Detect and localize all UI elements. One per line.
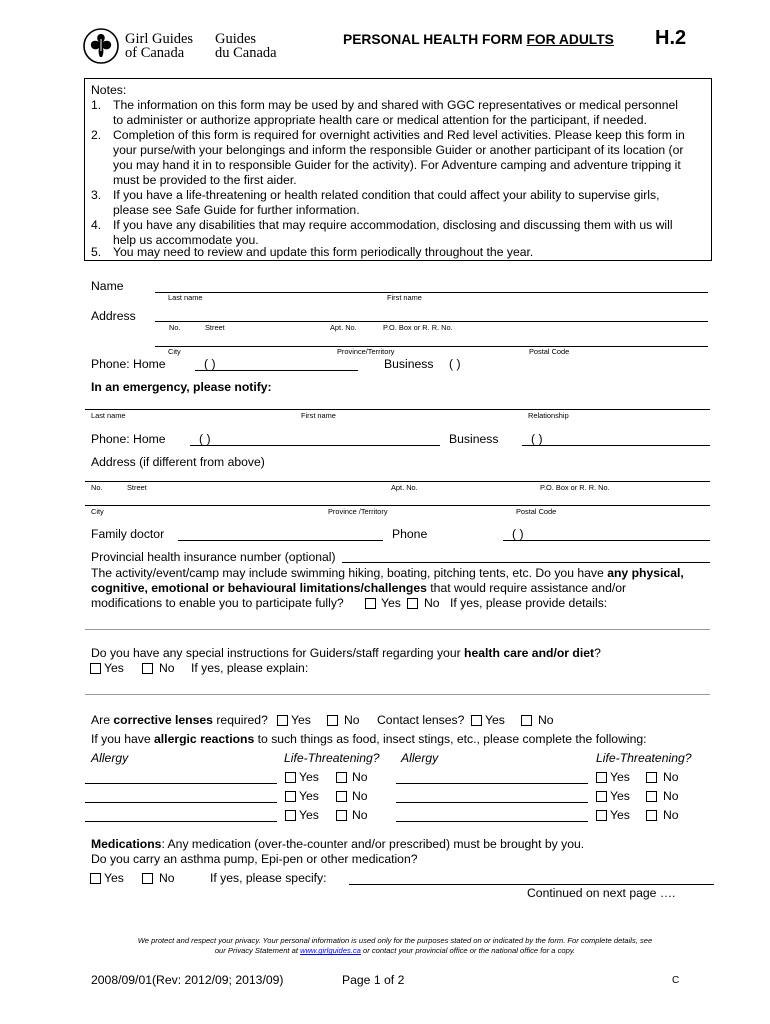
contact-no-label: No bbox=[538, 713, 554, 727]
po-box-caption: P.O. Box or R. R. No. bbox=[383, 323, 453, 332]
allergy-right-yes-checkbox-1[interactable] bbox=[596, 772, 607, 783]
special-q-b: health care and/or diet bbox=[464, 646, 595, 660]
lenses-no-label: No bbox=[344, 713, 360, 727]
allergy-right-field-1[interactable] bbox=[396, 783, 588, 784]
doctor-phone-paren: ( ) bbox=[512, 527, 524, 541]
footer-date: 2008/09/01(Rev: 2012/09; 2013/09) bbox=[91, 973, 284, 987]
em-city-field[interactable] bbox=[85, 505, 710, 506]
allergy-left-no-checkbox-2[interactable] bbox=[336, 791, 347, 802]
business-label: Business bbox=[384, 357, 434, 371]
page-title bbox=[343, 32, 614, 49]
medications-no-checkbox[interactable] bbox=[142, 873, 153, 884]
em-business-label: Business bbox=[449, 432, 499, 446]
lenses-are: Are bbox=[91, 713, 114, 727]
allergy-left-no-checkbox-1[interactable] bbox=[336, 772, 347, 783]
note-5-line-1: You may need to review and update this form periodically throughout the year. bbox=[113, 245, 534, 259]
emergency-name-field[interactable] bbox=[85, 409, 710, 410]
life-threatening-col-left: Life-Threatening? bbox=[284, 751, 380, 765]
continued-note: Continued on next page …. bbox=[527, 886, 676, 900]
notes-box bbox=[84, 78, 712, 261]
org-name-fr-1: Guides bbox=[215, 31, 257, 47]
allergy-left-field-3[interactable] bbox=[85, 821, 277, 822]
special-question bbox=[91, 646, 601, 661]
activity-line-2a: cognitive, emotional or behavioural limitations/challenges bbox=[91, 581, 427, 595]
doctor-phone-field[interactable] bbox=[503, 540, 710, 541]
privacy-line-2a: our Privacy Statement at bbox=[214, 946, 301, 956]
medications-question: Do you carry an asthma pump, Epi-pen or other medication? bbox=[91, 852, 418, 866]
street-caption: Street bbox=[205, 323, 225, 332]
medications-specify-label: If yes, please specify: bbox=[210, 871, 327, 885]
allergy-left-field-2[interactable] bbox=[85, 802, 277, 803]
allergy-right-yes-checkbox-3[interactable] bbox=[596, 810, 607, 821]
contact-no-checkbox[interactable] bbox=[521, 715, 532, 726]
medications-yes-label: Yes bbox=[104, 871, 124, 885]
medications-text bbox=[91, 837, 584, 852]
allergy-col-right: Allergy bbox=[401, 751, 439, 765]
privacy-link[interactable]: www.girlguides.ca bbox=[300, 946, 361, 956]
title-part1: PERSONAL HEALTH FORM bbox=[343, 32, 527, 47]
allergy-intro-c: to such things as food, insect stings, etc., please complete the following: bbox=[254, 732, 647, 746]
name-field[interactable] bbox=[155, 292, 708, 293]
last-name-caption: Last name bbox=[168, 293, 203, 302]
allergy-left-yes-checkbox-2[interactable] bbox=[285, 791, 296, 802]
em-phone-home-label: Phone: Home bbox=[91, 432, 166, 446]
allergy-right-field-2[interactable] bbox=[396, 802, 588, 803]
em-last-name-caption: Last name bbox=[91, 411, 126, 420]
em-postal-caption: Postal Code bbox=[516, 507, 557, 516]
allergy-left-yes-label-3: Yes bbox=[299, 808, 319, 822]
activity-line-2 bbox=[91, 581, 626, 596]
insurance-label: Provincial health insurance number (optional) bbox=[91, 550, 336, 564]
em-po-box-caption: P.O. Box or R. R. No. bbox=[540, 483, 610, 492]
lenses-required: required? bbox=[212, 713, 268, 727]
medications-specify-field[interactable] bbox=[349, 884, 714, 885]
first-name-caption: First name bbox=[387, 293, 422, 302]
allergy-right-no-label-3: No bbox=[663, 808, 679, 822]
emergency-heading: In an emergency, please notify: bbox=[91, 380, 272, 394]
note-2-line-3: you may hand it in to responsible Guider for the activity). For Adventure camping and adventure tripping it bbox=[113, 158, 681, 172]
address-field[interactable] bbox=[155, 321, 708, 322]
province-caption: Province/Territory bbox=[337, 347, 395, 356]
allergy-right-yes-label-3: Yes bbox=[610, 808, 630, 822]
note-5-num: 5. bbox=[91, 245, 102, 259]
special-explain-label: If yes, please explain: bbox=[191, 661, 309, 675]
allergy-right-yes-label-1: Yes bbox=[610, 770, 630, 784]
note-2-line-2: your purse/with your belongings and inform the responsible Guider or another participant of its location (or bbox=[113, 143, 684, 157]
note-1-line-1: The information on this form may be used by and shared with GGC representatives or medical personnel bbox=[113, 98, 678, 112]
em-first-name-caption: First name bbox=[301, 411, 336, 420]
family-doctor-label: Family doctor bbox=[91, 527, 165, 541]
activity-line-1a: The activity/event/camp may include swimming hiking, boating, pitching tents, etc. Do you have bbox=[91, 566, 608, 580]
special-explain-field[interactable] bbox=[85, 694, 710, 695]
allergy-left-no-label-1: No bbox=[352, 770, 368, 784]
apt-caption: Apt. No. bbox=[330, 323, 357, 332]
title-part2: FOR ADULTS bbox=[526, 32, 614, 47]
activity-details-field[interactable] bbox=[85, 629, 710, 630]
note-2-line-4: must be provided to the first aider. bbox=[113, 173, 297, 187]
medications-no-label: No bbox=[159, 871, 175, 885]
allergy-left-no-label-2: No bbox=[352, 789, 368, 803]
note-3-line-1: If you have a life-threatening or health related condition that could affect your ability to supervise girls, bbox=[113, 188, 660, 202]
allergy-intro bbox=[91, 732, 647, 747]
life-threatening-col-right: Life-Threatening? bbox=[596, 751, 692, 765]
activity-line-3: modifications to enable you to participate fully? bbox=[91, 596, 344, 610]
em-address-label: Address (if different from above) bbox=[91, 455, 265, 469]
special-yes-label: Yes bbox=[104, 661, 124, 675]
trefoil-icon bbox=[83, 27, 119, 65]
activity-line-1 bbox=[91, 566, 684, 581]
postal-caption: Postal Code bbox=[529, 347, 570, 356]
em-business-paren: ( ) bbox=[531, 432, 543, 446]
activity-line-2b: that would require assistance and/or bbox=[426, 581, 627, 595]
allergy-intro-b: allergic reactions bbox=[154, 732, 255, 746]
special-no-label: No bbox=[159, 661, 175, 675]
city-caption: City bbox=[168, 347, 181, 356]
privacy-statement bbox=[85, 936, 705, 957]
note-3-num: 3. bbox=[91, 188, 102, 202]
lenses-corrective: corrective lenses bbox=[113, 713, 213, 727]
note-4-line-2: help us accommodate you. bbox=[113, 233, 259, 247]
em-phone-home-paren: ( ) bbox=[199, 432, 211, 446]
activity-yes-label: Yes bbox=[381, 596, 401, 610]
lenses-yes-checkbox[interactable] bbox=[277, 715, 288, 726]
no-caption: No. bbox=[169, 323, 181, 332]
em-apt-caption: Apt. No. bbox=[391, 483, 418, 492]
note-2-line-1: Completion of this form is required for overnight activities and Red level activities. Please keep this form in bbox=[113, 128, 685, 142]
allergy-left-yes-checkbox-1[interactable] bbox=[285, 772, 296, 783]
note-1-num: 1. bbox=[91, 98, 102, 112]
allergy-right-no-label-2: No bbox=[663, 789, 679, 803]
contact-yes-label: Yes bbox=[485, 713, 505, 727]
doctor-phone-label: Phone bbox=[392, 527, 428, 541]
special-yes-checkbox[interactable] bbox=[90, 663, 101, 674]
activity-no-label: No bbox=[424, 596, 440, 610]
note-1-line-2: to administer or authorize appropriate health care or medical attention for the participant, if needed. bbox=[113, 113, 647, 127]
allergy-col-left: Allergy bbox=[91, 751, 129, 765]
allergy-intro-a: If you have bbox=[91, 732, 155, 746]
note-4-line-1: If you have any disabilities that may require accommodation, disclosing and discussing them with us will bbox=[113, 218, 673, 232]
note-2-num: 2. bbox=[91, 128, 102, 142]
contact-yes-checkbox[interactable] bbox=[471, 715, 482, 726]
city-field[interactable] bbox=[155, 346, 708, 347]
contact-lenses-label: Contact lenses? bbox=[377, 713, 465, 727]
phone-home-paren: ( ) bbox=[204, 357, 216, 371]
form-code: H.2 bbox=[655, 27, 687, 49]
allergy-left-no-label-3: No bbox=[352, 808, 368, 822]
notes-heading: Notes: bbox=[91, 83, 127, 97]
allergy-right-yes-checkbox-2[interactable] bbox=[596, 791, 607, 802]
lenses-no-checkbox[interactable] bbox=[327, 715, 338, 726]
em-no-caption: No. bbox=[91, 483, 103, 492]
em-street-caption: Street bbox=[127, 483, 147, 492]
allergy-left-yes-label-1: Yes bbox=[299, 770, 319, 784]
allergy-right-no-checkbox-3[interactable] bbox=[646, 810, 657, 821]
em-province-caption: Province /Territory bbox=[328, 507, 388, 516]
em-address-field[interactable] bbox=[85, 481, 710, 482]
special-q-c: ? bbox=[594, 646, 601, 660]
allergy-left-yes-label-2: Yes bbox=[299, 789, 319, 803]
insurance-field[interactable] bbox=[342, 562, 710, 563]
note-4-num: 4. bbox=[91, 218, 102, 232]
activity-yes-checkbox[interactable] bbox=[365, 598, 376, 609]
privacy-line-1: We protect and respect your privacy. Your personal information is used only for the purposes stated on or indicated by the form. For complete details, see bbox=[137, 936, 653, 945]
phone-home-label: Phone: Home bbox=[91, 357, 166, 371]
activity-no-checkbox[interactable] bbox=[407, 598, 418, 609]
allergy-right-field-3[interactable] bbox=[396, 821, 588, 822]
footer-page: Page 1 of 2 bbox=[342, 973, 405, 987]
em-phone-home-field[interactable] bbox=[190, 445, 440, 446]
allergy-left-field-1[interactable] bbox=[85, 783, 277, 784]
allergy-right-no-checkbox-1[interactable] bbox=[646, 772, 657, 783]
privacy-line-2b: or contact your provincial office or the national office for a copy. bbox=[360, 946, 576, 956]
org-name-en-2: of Canada bbox=[125, 45, 185, 61]
allergy-right-no-label-1: No bbox=[663, 770, 679, 784]
lenses-question bbox=[91, 713, 268, 728]
note-3-line-2: please see Safe Guide for further information. bbox=[113, 203, 360, 217]
em-city-caption: City bbox=[91, 507, 104, 516]
ggc-logo bbox=[83, 25, 293, 67]
org-name-fr-2: du Canada bbox=[215, 45, 277, 61]
allergy-left-no-checkbox-3[interactable] bbox=[336, 810, 347, 821]
special-q-a: Do you have any special instructions for Guiders/staff regarding your bbox=[91, 646, 465, 660]
medications-note: : Any medication (over-the-counter and/or prescribed) must be brought by you. bbox=[161, 837, 585, 851]
em-relationship-caption: Relationship bbox=[528, 411, 569, 420]
business-paren: ( ) bbox=[449, 357, 461, 371]
address-label: Address bbox=[91, 309, 136, 323]
phone-home-field[interactable] bbox=[195, 370, 358, 371]
footer-code: C bbox=[672, 975, 680, 986]
name-label: Name bbox=[91, 279, 124, 293]
family-doctor-field[interactable] bbox=[178, 540, 383, 541]
medications-yes-checkbox[interactable] bbox=[90, 873, 101, 884]
special-no-checkbox[interactable] bbox=[142, 663, 153, 674]
activity-details-label: If yes, please provide details: bbox=[450, 596, 608, 610]
allergy-right-yes-label-2: Yes bbox=[610, 789, 630, 803]
medications-label: Medications bbox=[91, 837, 162, 851]
em-business-field[interactable] bbox=[522, 445, 710, 446]
activity-line-1b: any physical, bbox=[607, 566, 684, 580]
allergy-left-yes-checkbox-3[interactable] bbox=[285, 810, 296, 821]
allergy-right-no-checkbox-2[interactable] bbox=[646, 791, 657, 802]
org-name-en-1: Girl Guides bbox=[125, 31, 194, 47]
lenses-yes-label: Yes bbox=[291, 713, 311, 727]
